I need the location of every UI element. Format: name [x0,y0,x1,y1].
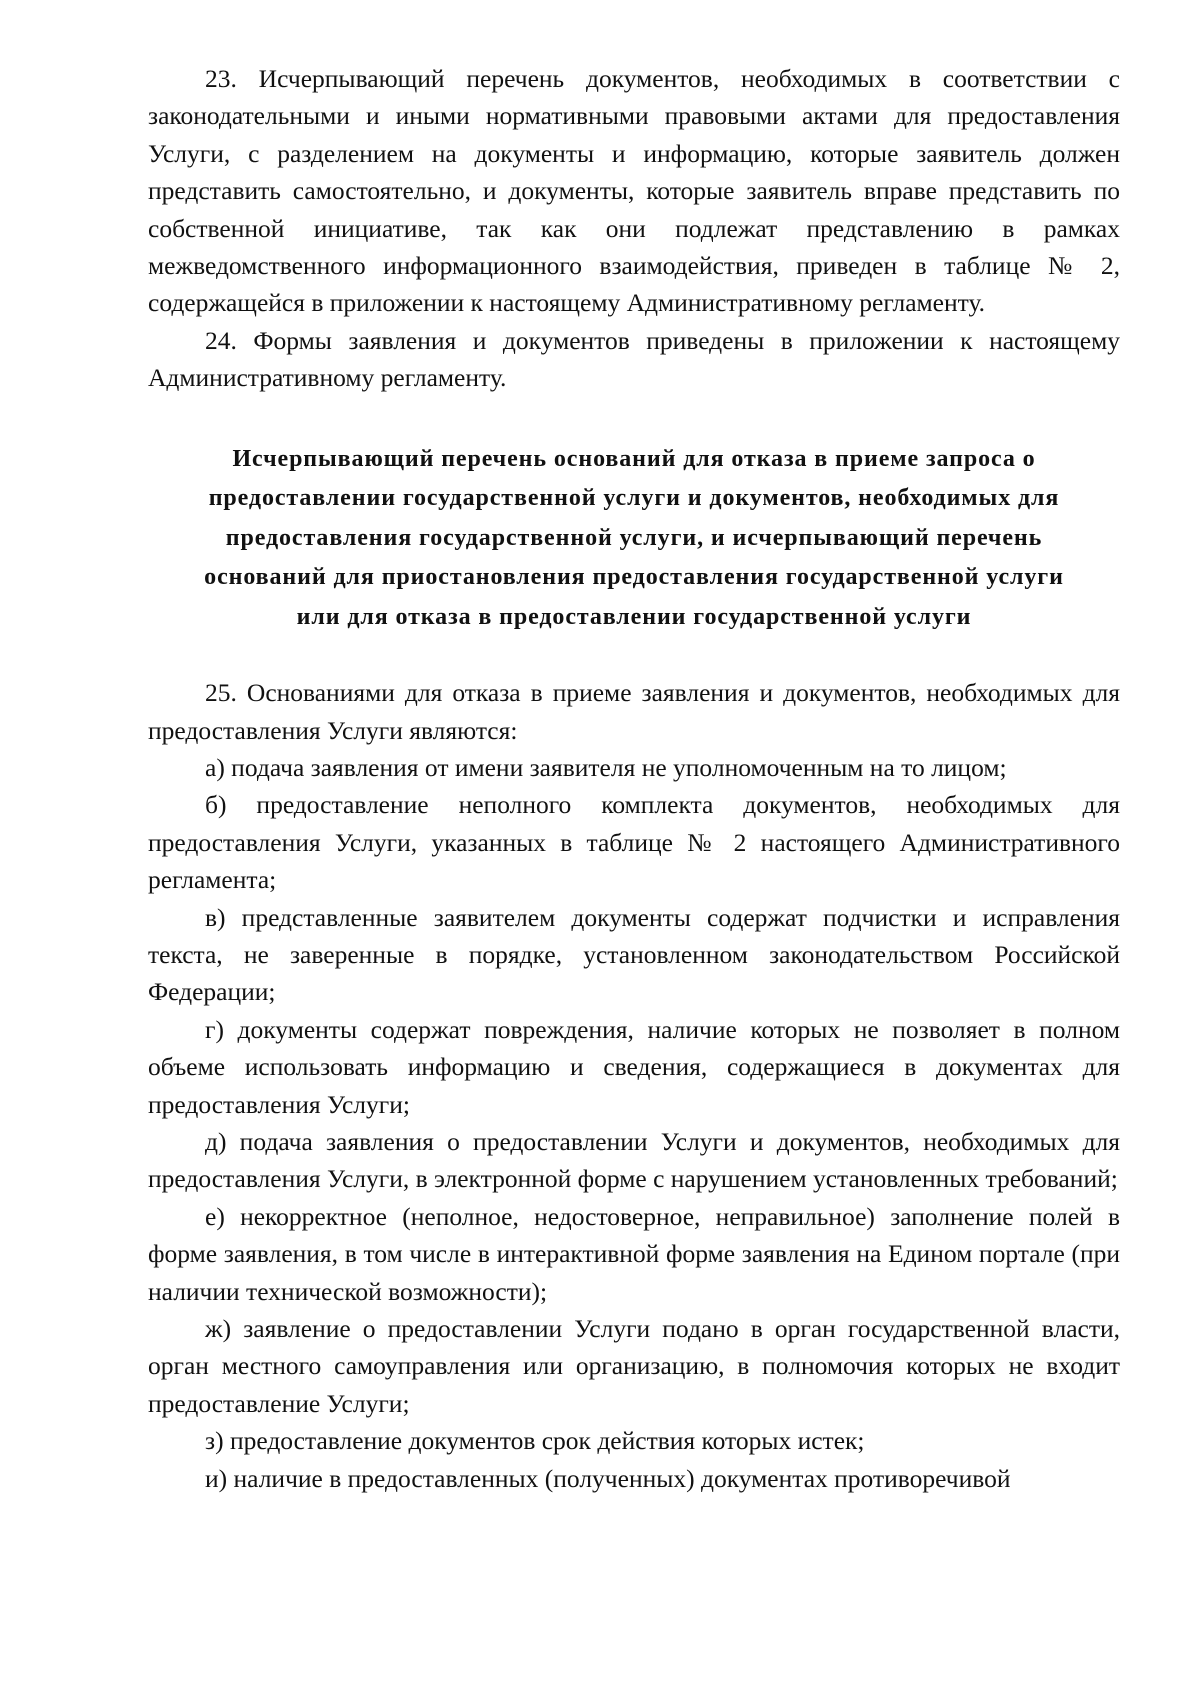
document-body [148,60,1120,1497]
paragraph-23: 23. Исчерпывающий перечень документов, необходимых в соответствии с законодательными и иными нормативными правовыми актами для предоставления Услуги, с разделением на документы и информацию, которые заявитель должен представить самостоятельно, и документы, которые заявитель вправе представить по собственной инициативе, так как они подлежат представлению в рамках межведомственного информационного взаимодействия, приведен в таблице № 2, содержащейся в приложении к настоящему Административному регламенту. [148,64,1120,318]
section-heading-line: предоставлении государственной услуги и документов, необходимых для [208,485,1060,512]
section-heading-line: оснований для приостановления предоставления государственной услуги [204,564,1064,591]
list-item-v: в) представленные заявителем документы содержат подчистки и исправления текста, не заверенные в порядке, установленном законодательством Российской Федерации; [148,902,1120,1007]
list-item-e: е) некорректное (неполное, недостоверное, неправильное) заполнение полей в форме заявления, в том числе в интерактивной форме заявления на Едином портале (при наличии технической возможности); [148,1201,1120,1306]
paragraph-24: 24. Формы заявления и документов приведены в приложении к настоящему Административному регламенту. [148,325,1120,393]
section-heading [148,440,1120,638]
section-heading-line: Исчерпывающий перечень оснований для отказа в приеме запроса о [232,445,1036,472]
section-heading-line: предоставления государственной услуги, и исчерпывающий перечень [225,524,1043,551]
list-item-g: г) документы содержат повреждения, наличие которых не позволяет в полном объеме использовать информацию и сведения, содержащиеся в документах для предоставления Услуги; [148,1014,1120,1119]
list-item-z: з) предоставление документов срок действия которых истек; [205,1426,865,1456]
paragraph-25: 25. Основаниями для отказа в приеме заявления и документов, необходимых для предоставления Услуги являются: [148,678,1120,745]
list-item-d: д) подача заявления о предоставлении Услуги и документов, необходимых для предоставления Услуги, в электронной форме с нарушением установленных требований; [148,1127,1120,1194]
section-heading-line: или для отказа в предоставлении государственной услуги [296,603,972,630]
list-item-b: б) предоставление неполного комплекта документов, необходимых для предоставления Услуги, указанных в таблице № 2 настоящего Административного регламента; [148,790,1120,895]
list-item-i: и) наличие в предоставленных (полученных) документах противоречивой [205,1463,1011,1493]
list-item-a: а) подача заявления от имени заявителя не уполномоченным на то лицом; [205,752,1007,782]
list-item-zh: ж) заявление о предоставлении Услуги подано в орган государственной власти, орган местного самоуправления или организацию, в полномочия которых не входит предоставление Услуги; [148,1314,1120,1418]
